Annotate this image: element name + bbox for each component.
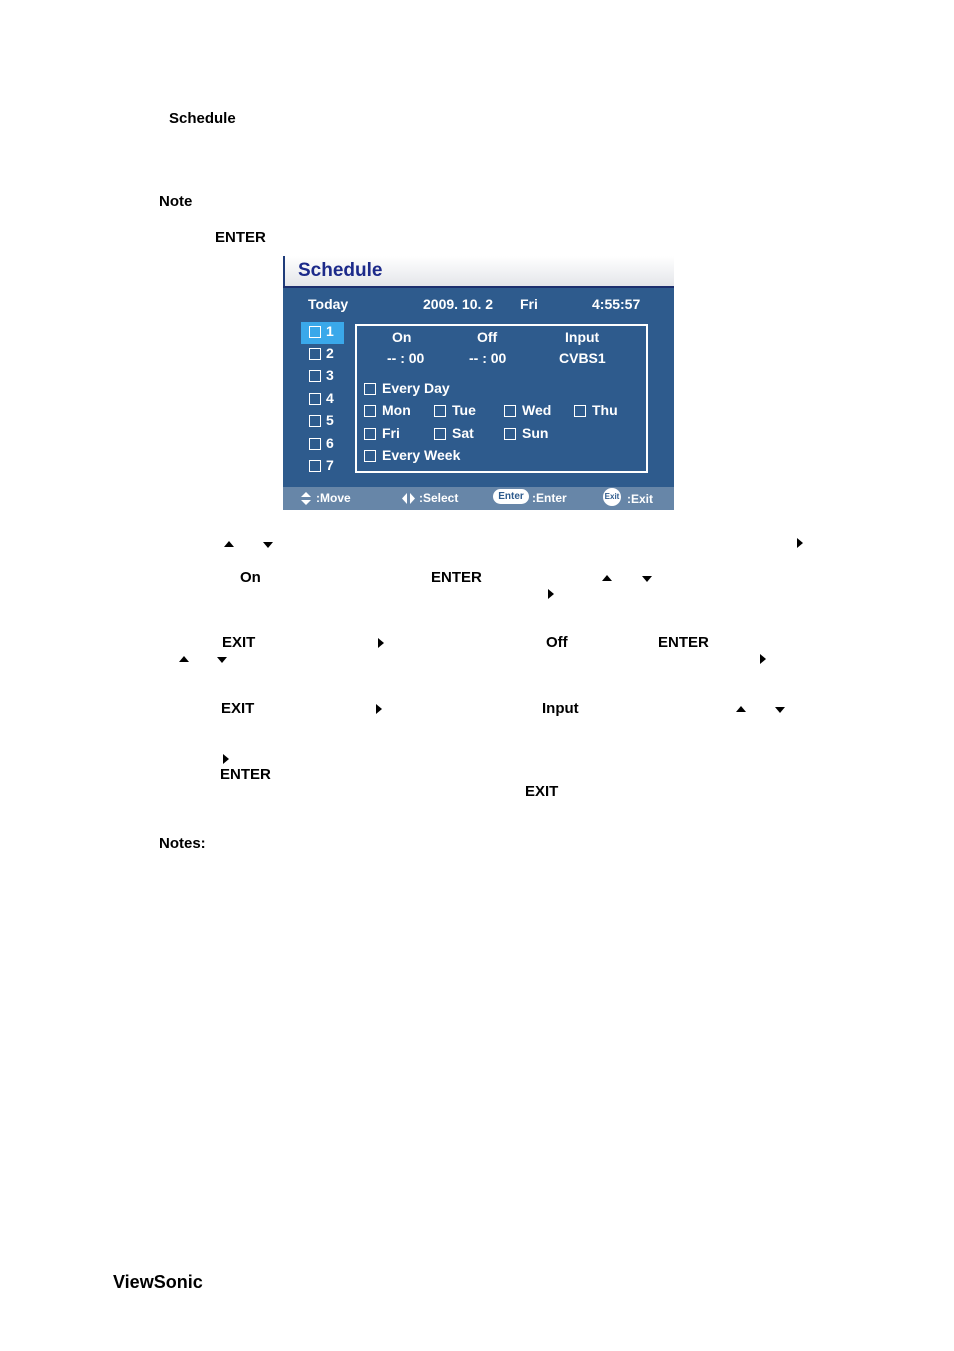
today-label: Today <box>308 296 349 312</box>
slot-label: 5 <box>326 412 334 428</box>
current-time: 4:55:57 <box>592 296 641 312</box>
schedule-detail-box <box>355 324 648 473</box>
move-hint: :Move <box>316 491 351 505</box>
slot-label: 1 <box>326 323 334 339</box>
mon-checkbox[interactable] <box>364 405 376 417</box>
current-weekday: Fri <box>520 296 538 312</box>
up-arrow-icon <box>736 706 746 712</box>
exit-key-label: EXIT <box>525 783 559 800</box>
slot-checkbox[interactable] <box>309 460 321 472</box>
up-arrow-icon <box>602 575 612 581</box>
exit-key-icon: Exit <box>603 488 621 506</box>
tue-checkbox[interactable] <box>434 405 446 417</box>
off-column-header: Off <box>477 329 498 345</box>
slot-checkbox[interactable] <box>309 393 321 405</box>
leftright-arrow-icon <box>402 493 415 504</box>
down-arrow-icon <box>217 657 227 663</box>
slot-checkbox[interactable] <box>309 415 321 427</box>
every-week-label: Every Week <box>382 447 461 463</box>
right-arrow-icon <box>378 638 384 648</box>
exit-hint: :Exit <box>627 492 654 506</box>
sun-label: Sun <box>522 425 549 441</box>
slot-checkbox[interactable] <box>309 438 321 450</box>
up-arrow-icon <box>179 656 189 662</box>
schedule-osd-panel <box>283 256 674 510</box>
osd-header <box>283 256 674 286</box>
slot-label: 4 <box>326 390 334 406</box>
up-arrow-icon <box>224 541 234 547</box>
enter-key-icon: Enter <box>493 489 529 504</box>
slot-checkbox[interactable] <box>309 326 321 338</box>
slot-label: 7 <box>326 457 334 473</box>
input-setting-label: Input <box>542 700 579 717</box>
right-arrow-icon <box>760 654 766 664</box>
right-arrow-icon <box>797 538 803 548</box>
enter-key-label: ENTER <box>220 766 271 783</box>
slot-item-1[interactable] <box>301 322 344 344</box>
enter-hint: :Enter <box>532 491 567 505</box>
slot-label: 6 <box>326 435 334 451</box>
tue-label: Tue <box>452 402 476 418</box>
on-setting-label: On <box>240 569 261 586</box>
slot-checkbox[interactable] <box>309 348 321 360</box>
enter-key-label: ENTER <box>431 569 482 586</box>
osd-body <box>283 286 674 487</box>
osd-footer-bar <box>283 487 674 510</box>
every-day-checkbox[interactable] <box>364 383 376 395</box>
mon-label: Mon <box>382 402 411 418</box>
thu-label: Thu <box>592 402 618 418</box>
sun-checkbox[interactable] <box>504 428 516 440</box>
on-column-header: On <box>392 329 412 345</box>
brand-footer: ViewSonic <box>113 1272 203 1292</box>
updown-arrow-icon <box>301 492 311 505</box>
down-arrow-icon <box>263 542 273 548</box>
exit-key-label: EXIT <box>221 700 255 717</box>
down-arrow-icon <box>775 707 785 713</box>
down-arrow-icon <box>642 576 652 582</box>
select-hint: :Select <box>419 491 459 505</box>
notes-label: Notes: <box>159 835 206 852</box>
fri-label: Fri <box>382 425 400 441</box>
enter-key-label: ENTER <box>658 634 709 651</box>
osd-title: Schedule <box>298 260 383 281</box>
off-time-field[interactable]: -- : 00 <box>469 350 507 366</box>
section-heading: Schedule <box>169 110 236 127</box>
wed-label: Wed <box>522 402 552 418</box>
every-week-checkbox[interactable] <box>364 450 376 462</box>
right-arrow-icon <box>223 754 229 764</box>
slot-checkbox[interactable] <box>309 370 321 382</box>
right-arrow-icon <box>376 704 382 714</box>
note-label: Note <box>159 193 193 210</box>
wed-checkbox[interactable] <box>504 405 516 417</box>
enter-key-label: ENTER <box>215 229 266 246</box>
off-setting-label: Off <box>546 634 568 651</box>
right-arrow-icon <box>548 589 554 599</box>
input-source-field[interactable]: CVBS1 <box>559 350 606 366</box>
fri-checkbox[interactable] <box>364 428 376 440</box>
input-column-header: Input <box>565 329 600 345</box>
slot-label: 3 <box>326 367 334 383</box>
sat-checkbox[interactable] <box>434 428 446 440</box>
every-day-label: Every Day <box>382 380 450 396</box>
exit-key-label: EXIT <box>222 634 256 651</box>
sat-label: Sat <box>452 425 474 441</box>
on-time-field[interactable]: -- : 00 <box>387 350 425 366</box>
thu-checkbox[interactable] <box>574 405 586 417</box>
slot-label: 2 <box>326 345 334 361</box>
current-date: 2009. 10. 2 <box>423 296 494 312</box>
